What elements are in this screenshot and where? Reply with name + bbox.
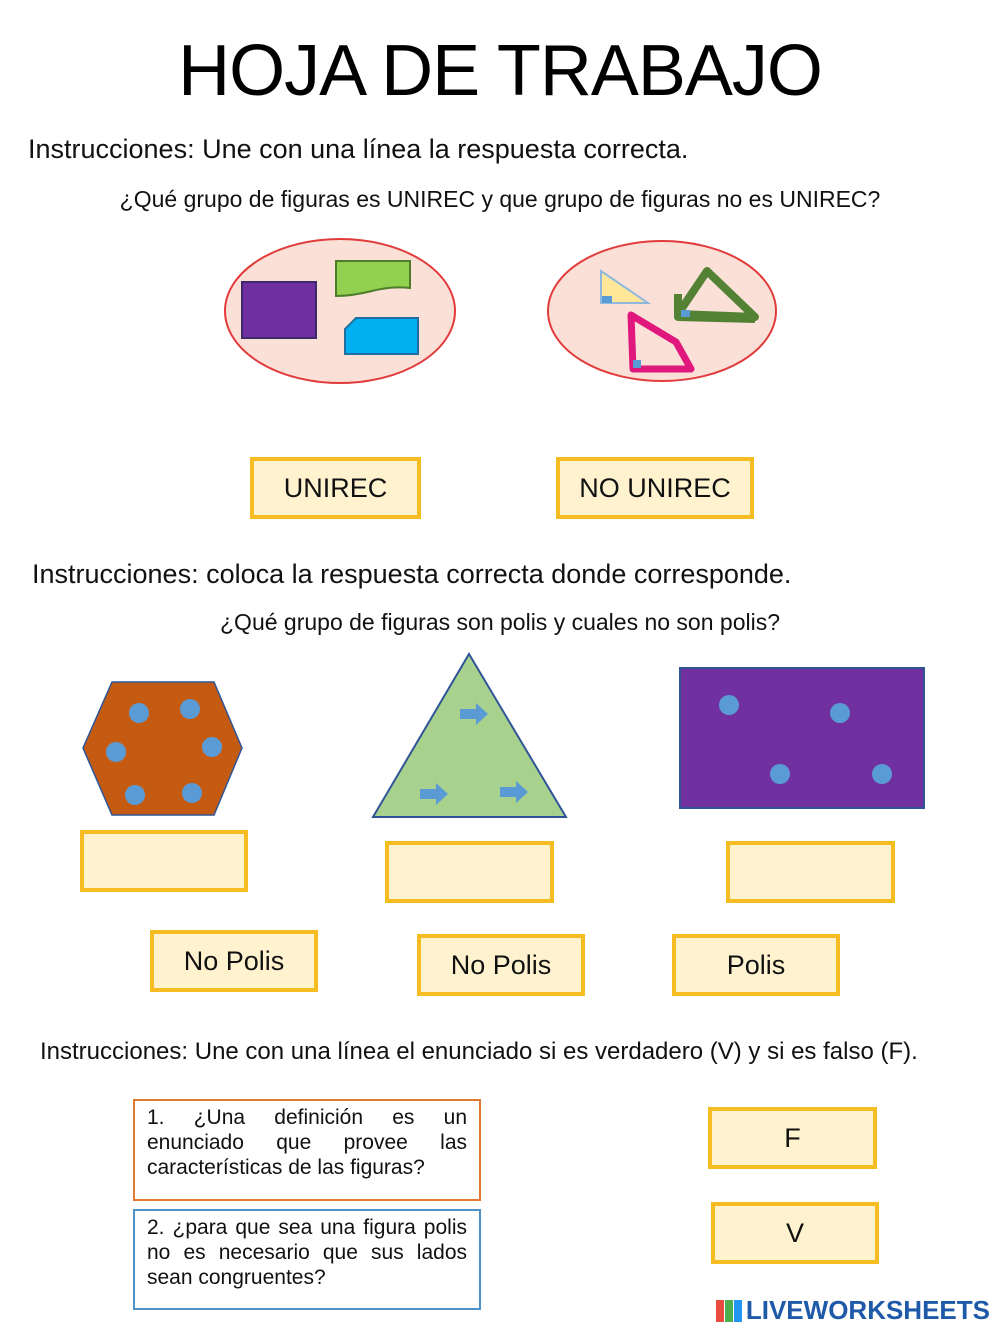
drop-slot-rectangle[interactable]	[726, 841, 895, 903]
shape-group-unirec	[222, 236, 458, 386]
rectangle-figure	[679, 667, 926, 809]
question-1: ¿Qué grupo de figuras es UNIREC y que grupo de figuras no es UNIREC?	[119, 186, 881, 212]
instruction-3: Instrucciones: Une con una línea el enunciado si es verdadero (V) y si es falso (F).	[40, 1038, 918, 1065]
option-unirec[interactable]: UNIREC	[250, 457, 421, 519]
drop-slot-triangle[interactable]	[385, 841, 554, 903]
drop-slot-hexagon[interactable]	[80, 830, 248, 892]
answer-no-polis-2[interactable]: No Polis	[417, 934, 585, 996]
option-false[interactable]: F	[708, 1107, 877, 1169]
option-no-unirec[interactable]: NO UNIREC	[556, 457, 754, 519]
page-title: HOJA DE TRABAJO	[178, 31, 822, 111]
triangle-figure	[372, 652, 568, 820]
logo-text: LIVEWORKSHEETS	[745, 1295, 990, 1325]
statement-1[interactable]: 1. ¿Una definición es un enunciado que provee las características de las figuras?	[133, 1099, 481, 1201]
instruction-2: Instrucciones: coloca la respuesta correcta donde corresponde.	[32, 559, 792, 589]
instruction-1: Instrucciones: Une con una línea la respuesta correcta.	[28, 134, 689, 164]
liveworksheets-logo	[716, 1295, 990, 1326]
question-2: ¿Qué grupo de figuras son polis y cuales no son polis?	[220, 609, 780, 635]
statement-2[interactable]: 2. ¿para que sea una figura polis no es necesario que sus lados sean congruentes?	[133, 1209, 481, 1310]
option-true[interactable]: V	[711, 1202, 879, 1264]
logo-mark-icon	[716, 1300, 743, 1322]
answer-no-polis-1[interactable]: No Polis	[150, 930, 318, 992]
answer-polis[interactable]: Polis	[672, 934, 840, 996]
hexagon-figure	[82, 681, 244, 817]
shape-group-no-unirec	[545, 239, 779, 385]
